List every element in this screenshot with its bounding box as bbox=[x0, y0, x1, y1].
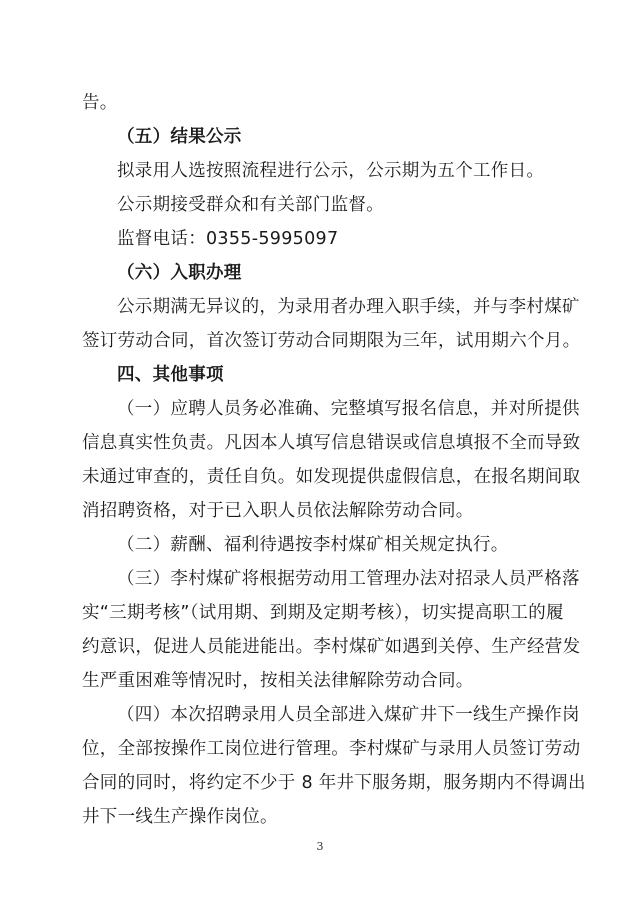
item-three-line3: 约意识，促进人员能进能出。李村煤矿如遇到关停、生产经营发 bbox=[82, 637, 581, 657]
item-four-line2: 位，全部按操作工岗位进行管理。李村煤矿与录用人员签订劳动 bbox=[82, 739, 581, 759]
item-one-line1: （一）应聘人员务必准确、完整填写报名信息，并对所提供 bbox=[117, 399, 580, 419]
item-one-line3: 未通过审查的，责任自负。如发现提供虚假信息，在报名期间取 bbox=[82, 467, 581, 487]
heading-other-matters: 四、其他事项 bbox=[117, 365, 224, 385]
item-three-line2: 实“三期考核”（试用期、到期及定期考核），切实提高职工的履 bbox=[82, 603, 564, 623]
paragraph-continuation: 告。 bbox=[82, 93, 118, 113]
item-four-line1: （四）本次招聘录用人员全部进入煤矿井下一线生产操作岗 bbox=[117, 705, 580, 725]
paragraph-supervision: 公示期接受群众和有关部门监督。 bbox=[117, 195, 384, 215]
item-one-line4: 消招聘资格，对于已入职人员依法解除劳动合同。 bbox=[82, 501, 474, 521]
item-two: （二）薪酬、福利待遇按李村煤矿相关规定执行。 bbox=[117, 535, 509, 555]
item-one-line2: 信息真实性负责。凡因本人填写信息错误或信息填报不全而导致 bbox=[82, 433, 581, 453]
heading-result-publicity: （五）结果公示 bbox=[117, 127, 242, 147]
page-number: 3 bbox=[316, 840, 324, 853]
item-three-line4: 生严重困难等情况时，按相关法律解除劳动合同。 bbox=[82, 671, 474, 691]
paragraph-onboarding-line1: 公示期满无异议的，为录用者办理入职手续，并与李村煤矿 bbox=[117, 297, 580, 317]
item-four-line3: 合同的同时，将约定不少于 8 年井下服务期，服务期内不得调出 bbox=[82, 773, 586, 793]
paragraph-publicity-period: 拟录用人选按照流程进行公示，公示期为五个工作日。 bbox=[117, 161, 545, 181]
paragraph-onboarding-line2: 签订劳动合同，首次签订劳动合同期限为三年，试用期六个月。 bbox=[82, 331, 581, 351]
item-four-line4: 井下一线生产操作岗位。 bbox=[82, 807, 278, 827]
item-three-line1: （三）李村煤矿将根据劳动用工管理办法对招录人员严格落 bbox=[117, 569, 580, 589]
heading-onboarding: （六）入职办理 bbox=[117, 263, 242, 283]
supervision-phone: 监督电话：0355-5995097 bbox=[117, 229, 339, 249]
